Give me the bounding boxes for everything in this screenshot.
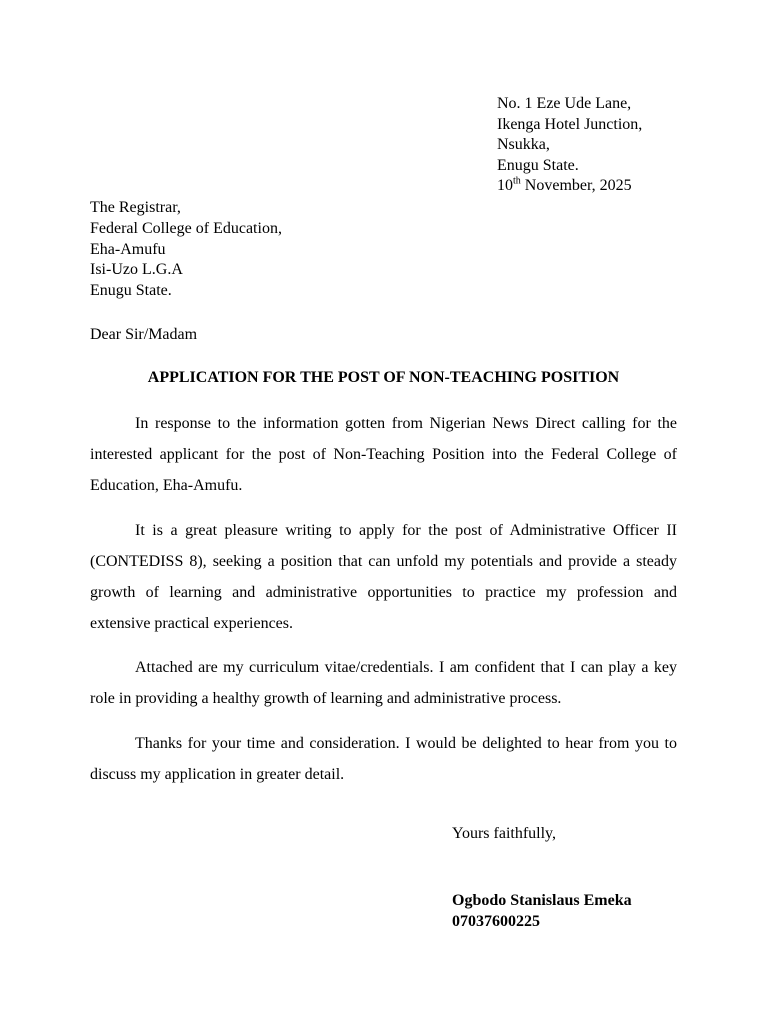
signatory-name: Ogbodo Stanislaus Emeka: [452, 892, 632, 909]
sender-address-line: Ikenga Hotel Junction,: [497, 115, 643, 133]
date-day: 10: [497, 177, 513, 194]
body-paragraph: In response to the information gotten from Nigerian News Direct calling for the interested applicant for the post of Non-Teaching Position into the Federal College of Education, Eha-Amufu.: [90, 415, 677, 494]
recipient-address-line: Isi-Uzo L.G.A: [90, 261, 183, 279]
recipient-address-line: The Registrar,: [90, 199, 181, 216]
body-paragraph: Attached are my curriculum vitae/credentials. I am confident that I can play a key role in providing a healthy growth of learning and administrative process.: [90, 659, 677, 707]
recipient-address-line: Federal College of Education,: [90, 219, 282, 237]
signatory-phone: 07037600225: [452, 913, 540, 930]
date-ordinal-suffix: th: [513, 175, 521, 187]
sender-address: [497, 94, 642, 197]
recipient-address-line: Eha-Amufu: [90, 240, 166, 258]
body-paragraph: Thanks for your time and consideration. I would be delighted to hear from you to discuss my application in greater detail.: [90, 734, 677, 783]
letter-body: [90, 408, 677, 803]
recipient-address: [90, 198, 282, 302]
body-paragraph: It is a great pleasure writing to apply for the post of Administrative Officer II (CONTEDISS 8), seeking a position that can unfold my potentials and provide a steady growth of learning and administrative opportunities to practice my profession and extensive practical experiences.: [90, 521, 677, 632]
sender-address-line: Nsukka,: [497, 136, 550, 153]
letter-subject-heading: APPLICATION FOR THE POST OF NON-TEACHING POSITION: [147, 369, 620, 386]
signature-block: [452, 890, 632, 932]
complimentary-close: Yours faithfully,: [452, 825, 557, 842]
sender-address-line: No. 1 Eze Ude Lane,: [497, 95, 632, 112]
recipient-address-line: Enugu State.: [90, 282, 172, 300]
date-month-year: November, 2025: [520, 177, 632, 194]
salutation: Dear Sir/Madam: [90, 326, 198, 343]
sender-address-line: Enugu State.: [497, 156, 579, 174]
letter-date: [497, 176, 642, 197]
